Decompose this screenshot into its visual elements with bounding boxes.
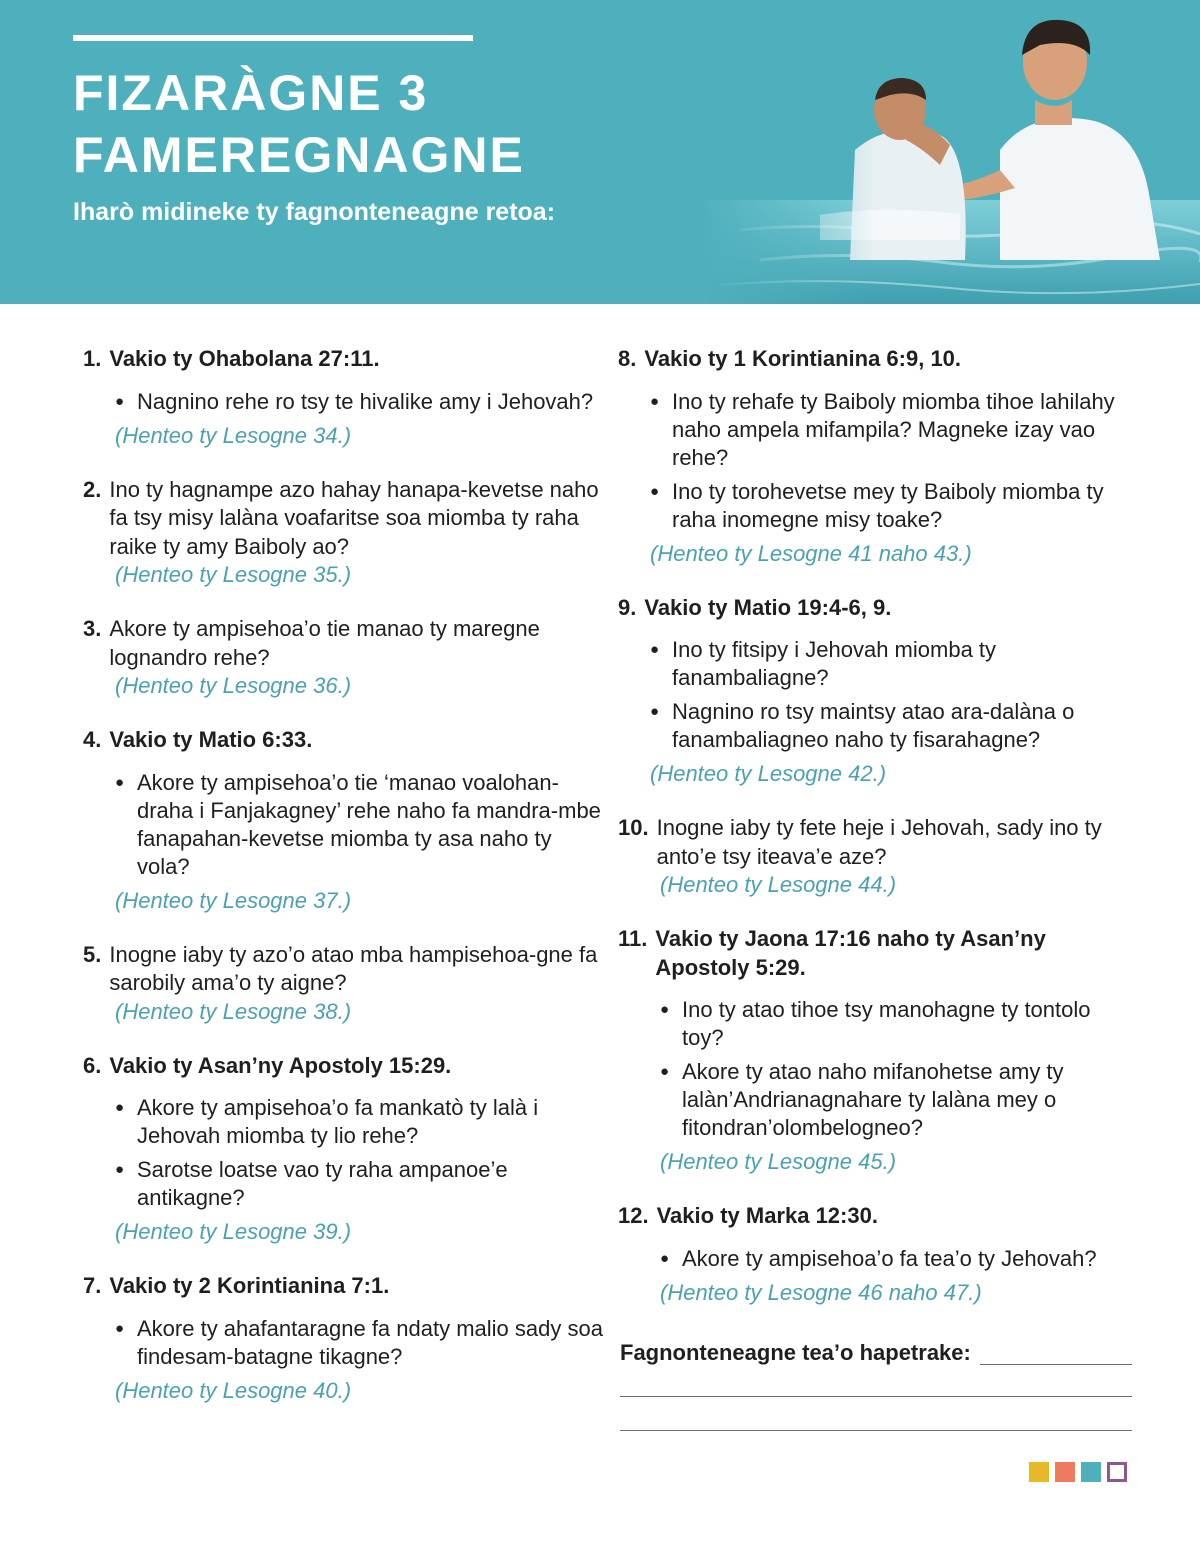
question-heading bbox=[83, 726, 603, 755]
outline-square-icon bbox=[1107, 1462, 1127, 1482]
lesson-reference: (Henteo ty Lesogne 40.) bbox=[115, 1377, 352, 1403]
question-item bbox=[83, 615, 603, 700]
lesson-reference: (Henteo ty Lesogne 34.) bbox=[115, 422, 352, 448]
question-item bbox=[618, 1202, 1138, 1307]
yellow-square-icon bbox=[1029, 1462, 1049, 1482]
question-number: 8. bbox=[618, 346, 637, 371]
question-number: 9. bbox=[618, 594, 637, 620]
header-rule bbox=[73, 35, 473, 41]
question-item bbox=[83, 726, 603, 915]
question-item bbox=[618, 925, 1138, 1176]
question-heading bbox=[618, 925, 1138, 982]
bullet-point: ● Akore ty ahafantaragne fa ndaty malio sady soa findesam-batagne tikagne? bbox=[115, 1315, 603, 1371]
questions-right-column bbox=[618, 345, 1138, 1307]
question-item bbox=[83, 345, 603, 450]
title-line-2: FAMEREGNAGNE bbox=[73, 127, 525, 183]
questions-left-column bbox=[83, 345, 603, 1405]
bullet-list bbox=[650, 388, 1138, 534]
orange-square-icon bbox=[1055, 1462, 1075, 1482]
question-number: 7. bbox=[83, 1273, 102, 1298]
bullet-point: ● Ino ty torohevetse mey ty Baiboly miomba ty raha inomegne misy toake? bbox=[650, 478, 1138, 534]
bullet-point: ● Ino ty fitsipy i Jehovah miomba ty fanambaliagne? bbox=[650, 636, 1138, 692]
question-item bbox=[618, 594, 1138, 789]
notes-line-3[interactable] bbox=[620, 1430, 1132, 1431]
question-item bbox=[618, 345, 1138, 568]
bullet-list bbox=[660, 996, 1138, 1142]
lesson-reference: (Henteo ty Lesogne 39.) bbox=[115, 1219, 352, 1244]
bullet-point: ● Ino ty rehafe ty Baiboly miomba tihoe lahilahy naho ampela mifampila? Magneke izay vao rehe? bbox=[650, 388, 1138, 472]
question-text: Vakio ty Asan’ny Apostoly 15:29. bbox=[109, 1052, 452, 1078]
question-heading bbox=[83, 476, 603, 562]
question-text: Vakio ty Matio 19:4-6, 9. bbox=[644, 594, 892, 620]
question-heading bbox=[83, 941, 603, 998]
question-heading bbox=[618, 345, 1138, 374]
baptism-illustration bbox=[700, 0, 1200, 304]
question-text: Ino ty hagnampe azo hahay hanapa-kevetse naho fa tsy misy lalàna voafaritse soa miomba ty raha raike ty amy Baiboly ao? bbox=[109, 476, 599, 559]
page-title bbox=[73, 62, 525, 186]
question-number: 3. bbox=[83, 616, 102, 641]
bullet-point: ● Akore ty ampisehoa’o fa tea’o ty Jehovah? bbox=[660, 1245, 1138, 1273]
question-number: 4. bbox=[83, 727, 102, 752]
question-heading bbox=[83, 1052, 603, 1081]
question-number: 10. bbox=[618, 815, 649, 840]
bullet-point: ● Akore ty atao naho mifanohetse amy ty lalàn’Andrianagnahare ty lalàna mey o fitondran’olombelogneo? bbox=[660, 1058, 1138, 1142]
header-banner bbox=[0, 0, 1200, 304]
bullet-point: ● Akore ty ampisehoa’o fa mankatò ty lalà i Jehovah miomba ty lio rehe? bbox=[115, 1094, 603, 1150]
question-text: Inogne iaby ty azo’o atao mba hampisehoa-gne fa sarobily ama’o ty aigne? bbox=[109, 941, 598, 995]
lesson-reference: (Henteo ty Lesogne 45.) bbox=[660, 1149, 897, 1174]
bullet-list bbox=[650, 636, 1138, 754]
notes-line-2[interactable] bbox=[620, 1396, 1132, 1397]
lesson-reference: (Henteo ty Lesogne 36.) bbox=[115, 673, 352, 698]
lesson-reference: (Henteo ty Lesogne 44.) bbox=[660, 872, 897, 897]
lesson-reference: (Henteo ty Lesogne 35.) bbox=[115, 562, 352, 587]
lesson-reference: (Henteo ty Lesogne 42.) bbox=[650, 761, 887, 786]
question-item bbox=[83, 476, 603, 590]
color-squares bbox=[1029, 1462, 1127, 1482]
bullet-point: ● Ino ty atao tihoe tsy manohagne ty tontolo toy? bbox=[660, 996, 1138, 1052]
bullet-list bbox=[115, 388, 603, 416]
question-number: 1. bbox=[83, 346, 102, 371]
question-item bbox=[83, 1272, 603, 1405]
notes-line-1[interactable] bbox=[980, 1364, 1132, 1365]
bullet-list bbox=[115, 1315, 603, 1371]
question-number: 5. bbox=[83, 941, 102, 967]
question-heading bbox=[618, 1202, 1138, 1231]
question-number: 11. bbox=[618, 926, 648, 951]
lesson-reference: (Henteo ty Lesogne 46 naho 47.) bbox=[660, 1279, 982, 1305]
question-item bbox=[618, 814, 1138, 899]
bullet-list bbox=[660, 1245, 1138, 1273]
question-heading bbox=[618, 814, 1138, 871]
question-heading bbox=[618, 594, 1138, 623]
question-text: Vakio ty Jaona 17:16 naho ty Asan’ny Apostoly 5:29. bbox=[655, 926, 1046, 980]
lesson-reference: (Henteo ty Lesogne 41 naho 43.) bbox=[650, 540, 972, 566]
bullet-list bbox=[115, 1094, 603, 1212]
question-heading bbox=[83, 345, 603, 374]
lesson-reference: (Henteo ty Lesogne 38.) bbox=[115, 998, 352, 1024]
question-text: Vakio ty Marka 12:30. bbox=[656, 1203, 878, 1228]
question-number: 6. bbox=[83, 1052, 102, 1078]
bullet-point: ● Akore ty ampisehoa’o tie ‘manao voalohan-draha i Fanjakagney’ rehe naho fa mandra-mbe fanapahan-kevetse miomba ty asa naho ty vola? bbox=[115, 769, 603, 881]
question-item bbox=[83, 941, 603, 1026]
question-item bbox=[83, 1052, 603, 1247]
question-number: 2. bbox=[83, 476, 102, 502]
question-number: 12. bbox=[618, 1203, 649, 1228]
question-text: Vakio ty Ohabolana 27:11. bbox=[109, 346, 380, 371]
bullet-point: ● Nagnino ro tsy maintsy atao ara-dalàna o fanambaliagneo naho ty fisarahagne? bbox=[650, 698, 1138, 754]
notes-area bbox=[620, 1340, 1132, 1366]
question-text: Vakio ty Matio 6:33. bbox=[109, 727, 313, 752]
question-text: Akore ty ampisehoa’o tie manao ty maregne lognandro rehe? bbox=[109, 616, 540, 670]
question-text: Inogne iaby ty fete heje i Jehovah, sady ino ty anto’e tsy iteava’e aze? bbox=[656, 815, 1102, 869]
bullet-point: ● Nagnino rehe ro tsy te hivalike amy i Jehovah? bbox=[115, 388, 603, 416]
page-subtitle: Iharò midineke ty fagnonteneagne retoa: bbox=[73, 198, 556, 226]
title-line-1: FIZARÀGNE 3 bbox=[73, 65, 429, 121]
bullet-list bbox=[115, 769, 603, 881]
question-heading bbox=[83, 1272, 603, 1301]
question-text: Vakio ty 1 Korintianina 6:9, 10. bbox=[644, 346, 962, 371]
question-heading bbox=[83, 615, 603, 672]
bullet-point: ● Sarotse loatse vao ty raha ampanoe’e antikagne? bbox=[115, 1156, 603, 1212]
notes-label: Fagnonteneagne tea’o hapetrake: bbox=[620, 1340, 971, 1365]
lesson-reference: (Henteo ty Lesogne 37.) bbox=[115, 887, 352, 913]
question-text: Vakio ty 2 Korintianina 7:1. bbox=[109, 1273, 390, 1298]
teal-square-icon bbox=[1081, 1462, 1101, 1482]
